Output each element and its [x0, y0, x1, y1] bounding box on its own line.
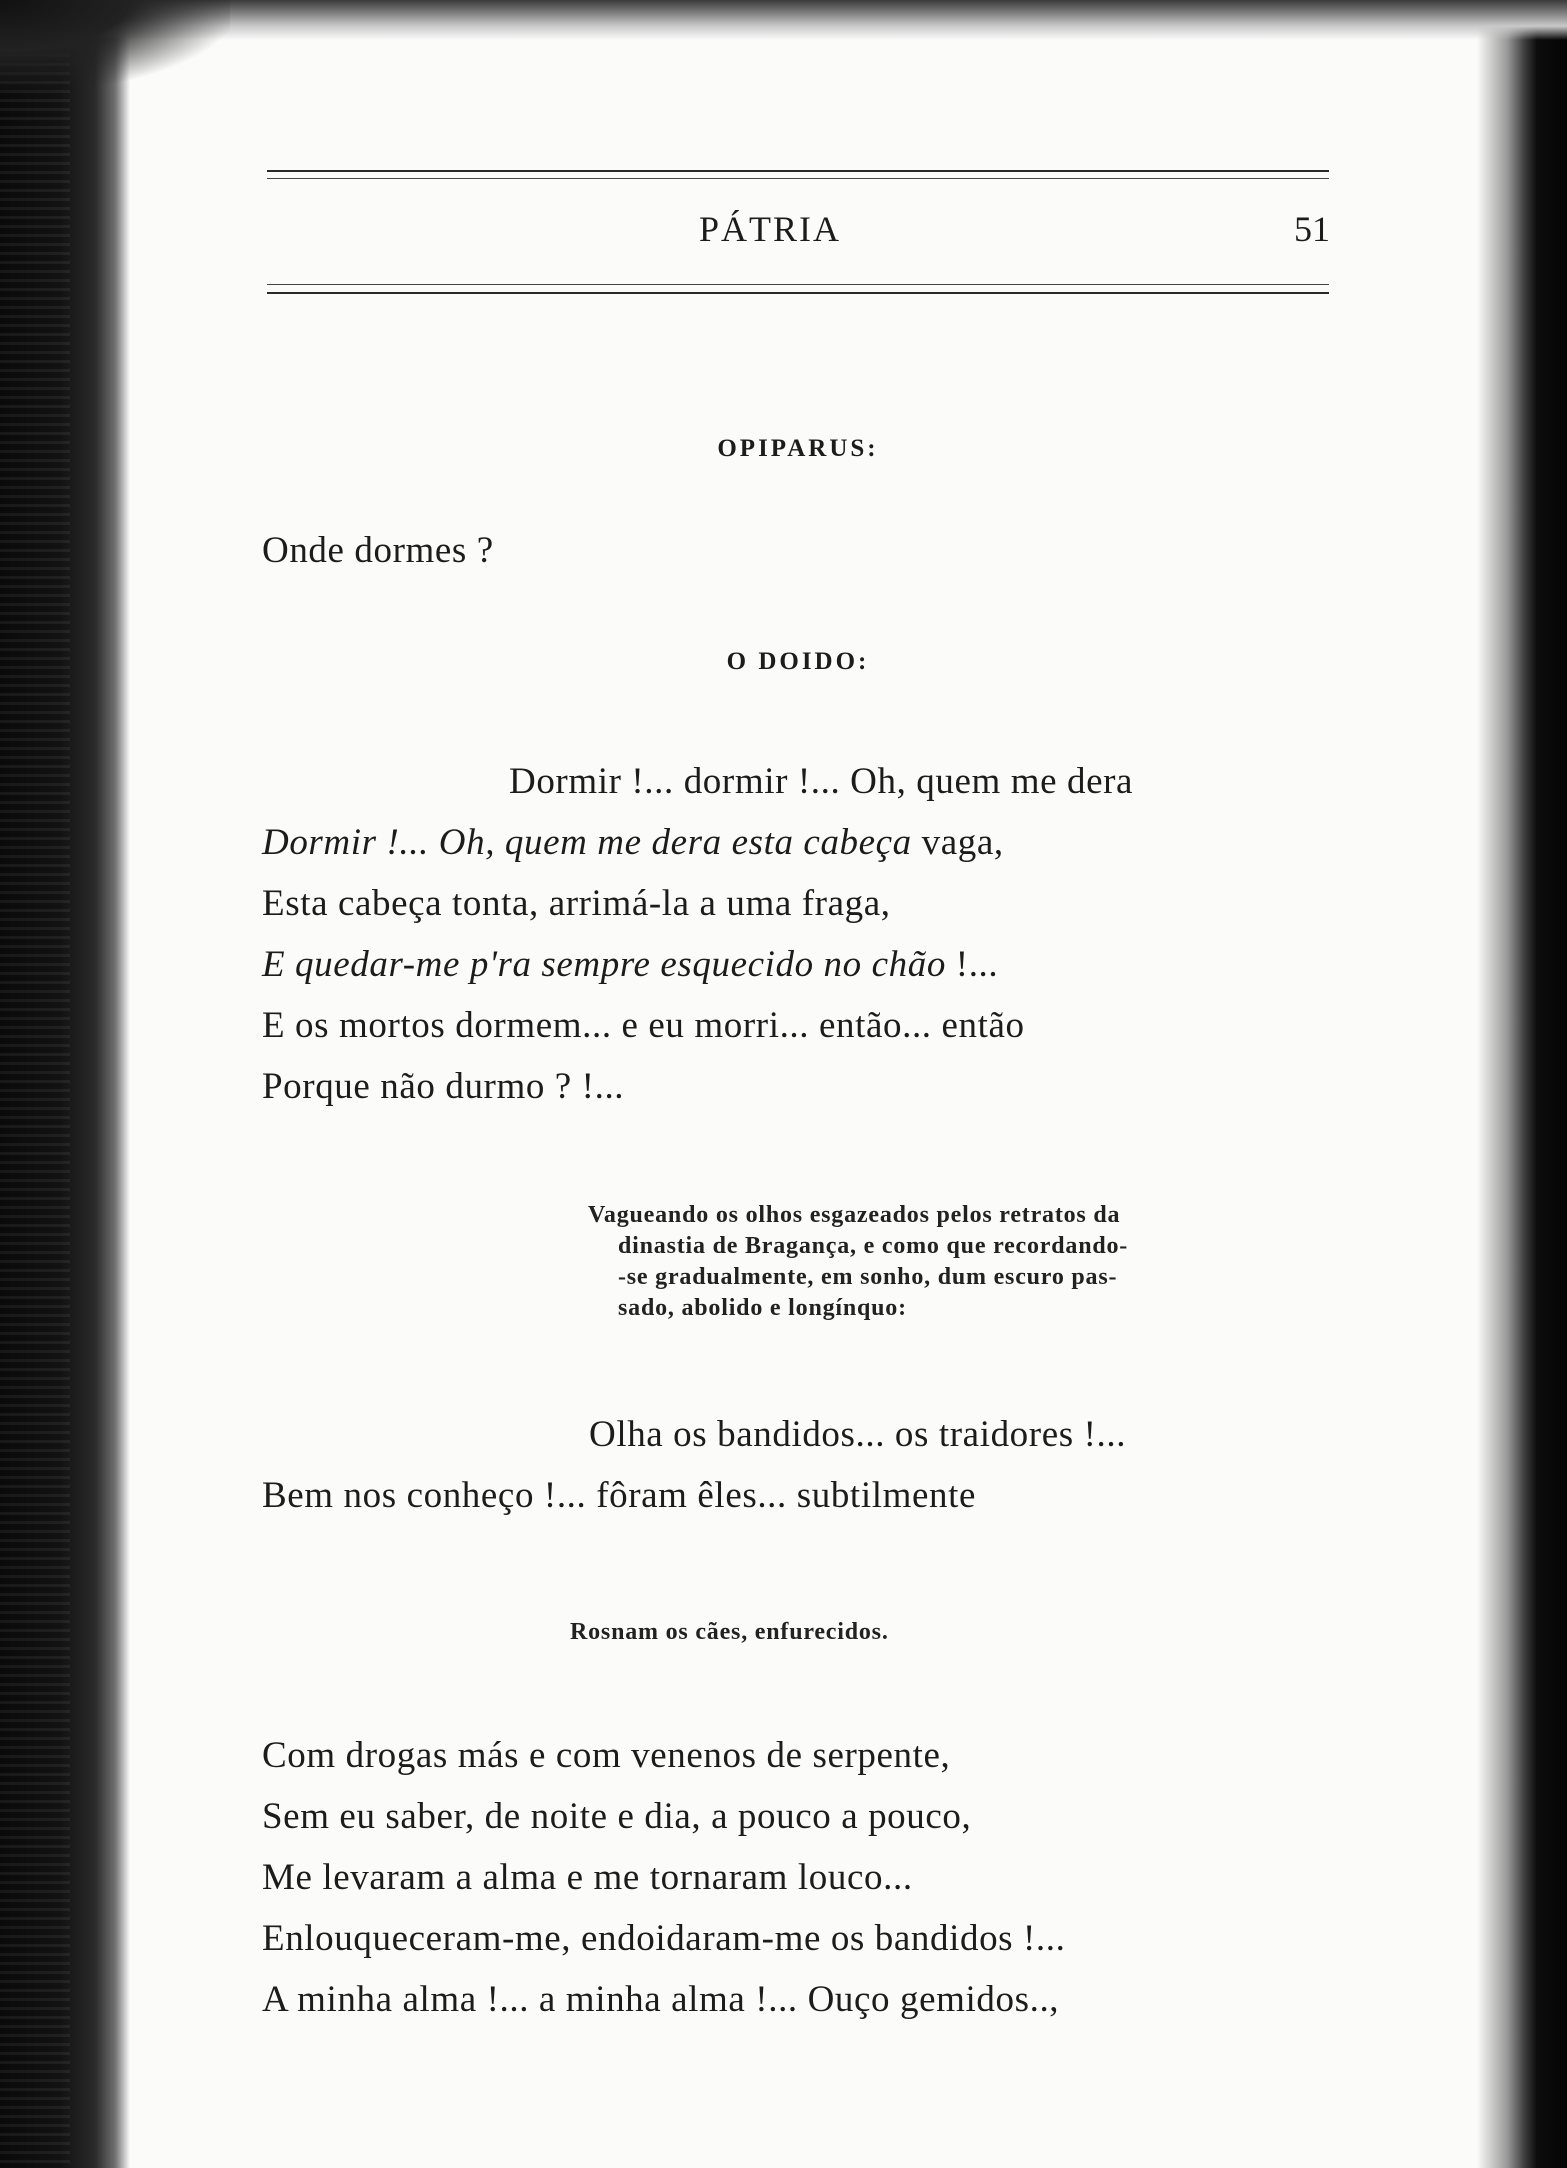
verse-line — [262, 812, 1133, 873]
stage-line: Vagueando os olhos esgazeados pelos retratos da — [588, 1202, 1121, 1228]
verse-line: Com drogas más e com venenos de serpente, — [262, 1735, 951, 1776]
verse-line: Bem nos conheço !... fôram êles... subtilmente — [262, 1475, 976, 1516]
verse-line: Esta cabeça tonta, arrimá-la a uma fraga, — [262, 883, 891, 924]
speaker-opiparus: OPIPARUS: — [717, 435, 879, 462]
page-left-texture — [0, 0, 70, 2168]
verse-line: Porque não durmo ? !... — [262, 1066, 625, 1107]
page-top-shadow — [0, 0, 1567, 40]
verse-line: Enlouqueceram-me, endoidaram-me os bandidos !... — [262, 1918, 1066, 1959]
verse-roman: vaga, — [911, 822, 1004, 863]
verse-line: Onde dormes ? — [262, 530, 494, 571]
stage-direction-1 — [588, 1200, 1336, 1324]
verse-roman: !... — [945, 944, 999, 985]
stage-direction-2: Rosnam os cães, enfurecidos. — [570, 1619, 889, 1645]
verse-italic: E quedar-me p'ra sempre esquecido no chão — [262, 944, 946, 985]
speaker-o-doido: O DOIDO: — [726, 648, 870, 675]
verse-line-onde-dormes — [262, 520, 494, 581]
verse-block-3 — [262, 1725, 1066, 2030]
header-rule-bottom-thin — [267, 284, 1329, 285]
verse-block-2 — [262, 1404, 1126, 1526]
stage-line: dinastia de Bragança, e como que recordando- — [618, 1233, 1129, 1259]
verse-line: Olha os bandidos... os traidores !... — [589, 1414, 1127, 1455]
page-right-shadow — [1477, 0, 1567, 2168]
header-rule-top-thin — [267, 178, 1329, 179]
verse-line: Sem eu saber, de noite e dia, a pouco a pouco, — [262, 1796, 972, 1837]
verse-line: Me levaram a alma e me tornaram louco... — [262, 1857, 913, 1898]
verse-line — [262, 934, 1133, 995]
verse-line: E os mortos dormem... e eu morri... então... então — [262, 1005, 1025, 1046]
header-rule-bottom — [267, 292, 1329, 294]
header-rule-top — [267, 170, 1329, 172]
running-title: PÁTRIA — [698, 209, 841, 249]
page-corner-shadow — [0, 0, 230, 90]
verse-line: A minha alma !... a minha alma !... Ouço gemidos.., — [262, 1979, 1060, 2020]
verse-line: Dormir !... dormir !... Oh, quem me dera — [509, 761, 1134, 802]
stage-line: sado, abolido e longínquo: — [618, 1295, 907, 1321]
page-number: 51 — [1294, 209, 1330, 249]
verse-block-1 — [262, 751, 1133, 1117]
stage-line: -se gradualmente, em sonho, dum escuro pas- — [618, 1264, 1118, 1290]
verse-italic: Dormir !... Oh, quem me dera esta cabeça — [262, 822, 912, 863]
